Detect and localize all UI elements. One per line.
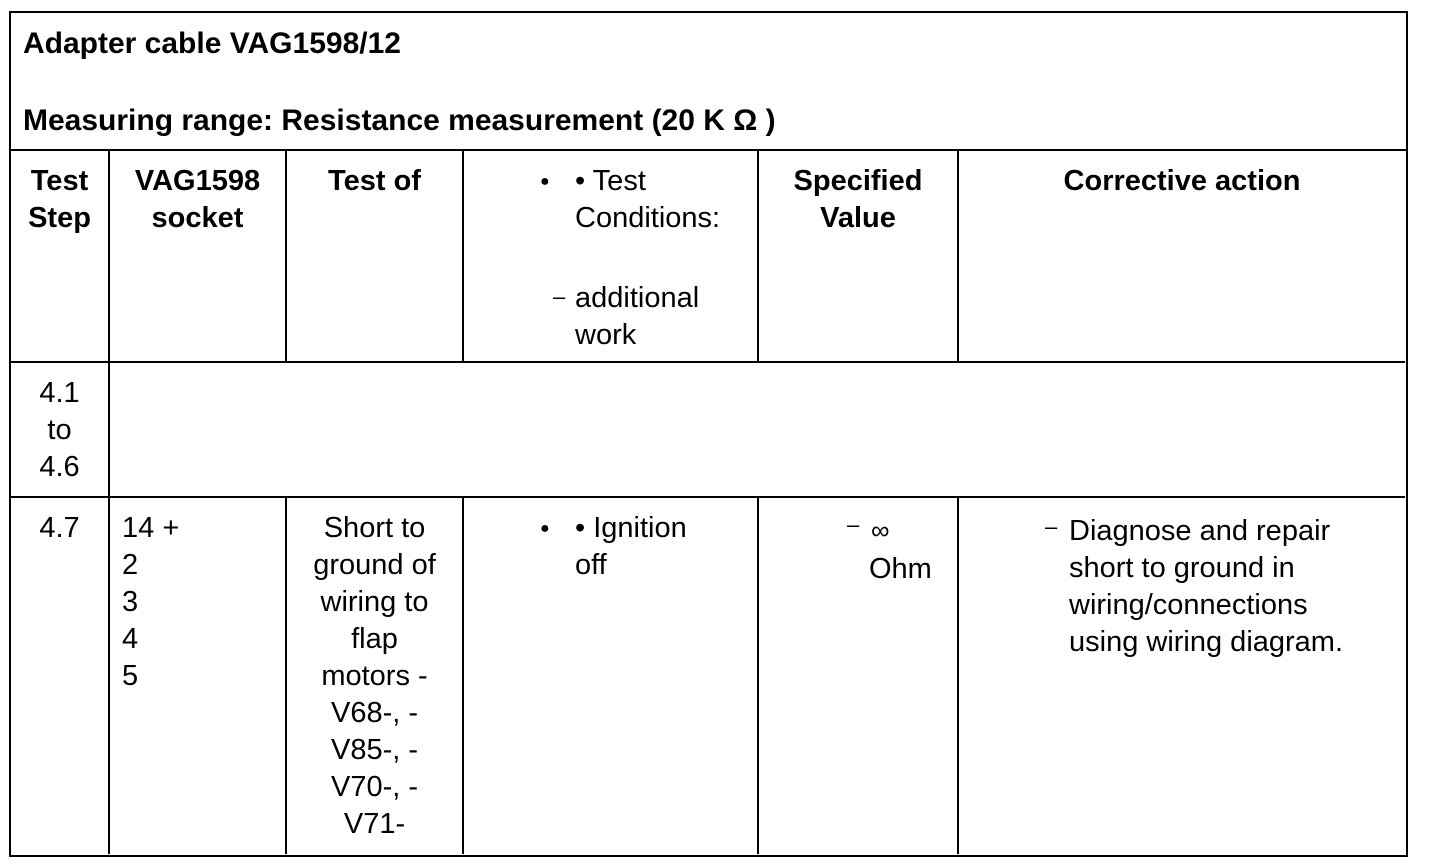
header-corrective-action: Corrective action <box>958 149 1405 362</box>
header-additional-work: additional work <box>575 282 700 351</box>
header-conditions-label: • Test Conditions: <box>575 165 721 234</box>
header-test-conditions <box>463 149 758 362</box>
dash-icon: – <box>847 512 860 537</box>
socket-cell: 14 + 2 3 4 5 <box>109 497 286 854</box>
condition-cell <box>463 497 758 854</box>
header-test-of: Test of <box>286 149 463 362</box>
bullet-icon: ● <box>540 173 550 190</box>
header-row <box>11 149 1405 362</box>
corrective-action-text: Diagnose and repair short to ground in wiring/connections using wiring diagram. <box>1069 515 1344 658</box>
specified-unit: Ohm <box>869 553 932 585</box>
bullet-icon: ● <box>540 520 550 537</box>
table-row <box>11 362 1405 497</box>
test-of-cell: Short to ground of wiring to flap motors - V68-, - V85-, - V70-, - V71- <box>286 497 463 854</box>
header-specified-value: Specified Value <box>758 149 958 362</box>
title-block <box>11 13 1406 151</box>
corrective-action-cell <box>958 497 1405 854</box>
measuring-range-title: Measuring range: Resistance measurement (20 K Ω ) <box>23 104 776 137</box>
header-test-step: Test Step <box>11 149 109 362</box>
table-row <box>11 497 1405 854</box>
header-socket: VAG1598 socket <box>109 149 286 362</box>
step-cell: 4.7 <box>11 497 109 854</box>
infinity-symbol: ∞ <box>871 515 890 545</box>
document-table <box>9 11 1408 857</box>
dash-icon: – <box>553 284 566 309</box>
adapter-title: Adapter cable VAG1598/12 <box>23 27 401 60</box>
empty-merged-cell <box>109 362 1405 497</box>
dash-icon: – <box>1045 514 1058 539</box>
specified-value-cell <box>758 497 958 854</box>
condition-text: • Ignition off <box>575 512 687 581</box>
step-cell: 4.1 to 4.6 <box>11 362 109 497</box>
test-table <box>11 149 1405 854</box>
